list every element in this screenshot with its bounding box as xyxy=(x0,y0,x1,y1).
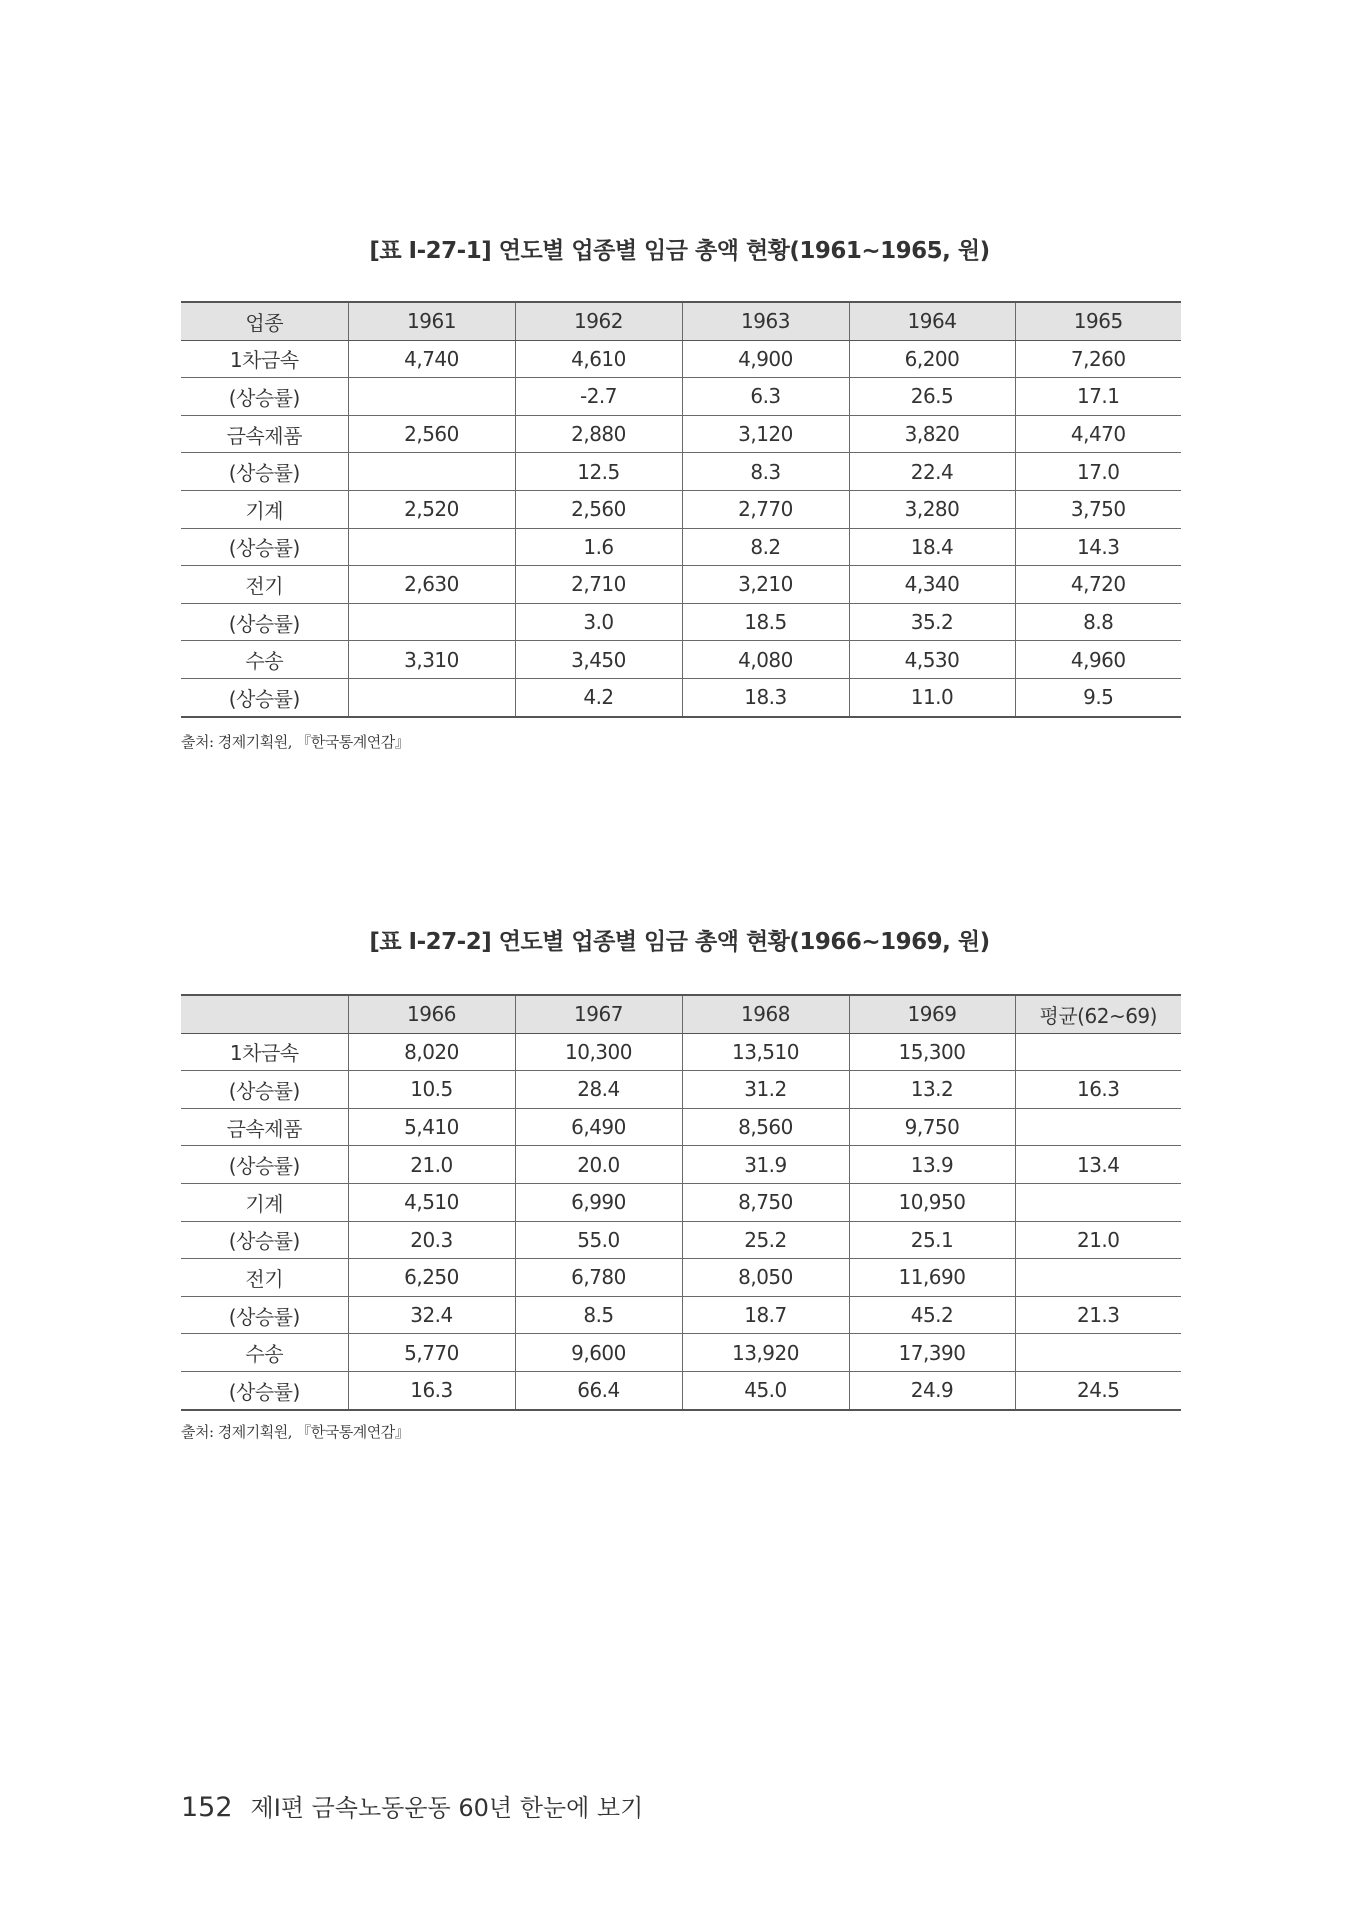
table-row xyxy=(181,1259,1181,1297)
column-header xyxy=(181,995,348,1033)
table-cell: 8.2 xyxy=(682,528,849,566)
table-cell: 11,690 xyxy=(849,1259,1015,1297)
table-cell xyxy=(1015,1033,1181,1071)
column-header: 1961 xyxy=(348,302,515,340)
table-cell xyxy=(348,378,515,416)
column-header: 1964 xyxy=(849,302,1015,340)
row-label-cell: 전기 xyxy=(181,566,348,604)
table-row xyxy=(181,490,1181,528)
table1-title: [표 Ⅰ-27-1] 연도별 업종별 임금 총액 현황(1961~1965, 원) xyxy=(369,238,990,264)
wage-table-1961-1965 xyxy=(181,301,1181,718)
table-cell: 6,250 xyxy=(348,1259,515,1297)
table-cell: 45.2 xyxy=(849,1296,1015,1334)
page-number: 152 xyxy=(181,1792,233,1823)
table-cell: 1.6 xyxy=(515,528,682,566)
table-row xyxy=(181,528,1181,566)
table-cell: 3,750 xyxy=(1015,490,1181,528)
table-cell: 17.0 xyxy=(1015,453,1181,491)
table-cell: 31.9 xyxy=(682,1146,849,1184)
table-cell: 21.0 xyxy=(1015,1221,1181,1259)
table-row xyxy=(181,641,1181,679)
table-row xyxy=(181,453,1181,491)
table-cell: 20.0 xyxy=(515,1146,682,1184)
table-row xyxy=(181,340,1181,378)
table-cell: 2,560 xyxy=(348,415,515,453)
table-cell: 2,770 xyxy=(682,490,849,528)
table-row xyxy=(181,378,1181,416)
table-cell: 18.4 xyxy=(849,528,1015,566)
column-header: 1963 xyxy=(682,302,849,340)
table-row xyxy=(181,566,1181,604)
table-cell: 25.1 xyxy=(849,1221,1015,1259)
table-header-row xyxy=(181,995,1181,1033)
table-cell: 9.5 xyxy=(1015,678,1181,716)
table-row xyxy=(181,1033,1181,1071)
table-cell: 2,710 xyxy=(515,566,682,604)
table-cell: 8,020 xyxy=(348,1033,515,1071)
table-cell: 16.3 xyxy=(348,1371,515,1409)
table-cell: 28.4 xyxy=(515,1071,682,1109)
table-cell: 3,450 xyxy=(515,641,682,679)
column-header: 1967 xyxy=(515,995,682,1033)
row-label-cell: (상승률) xyxy=(181,1221,348,1259)
table-cell: 8.5 xyxy=(515,1296,682,1334)
table-cell: 4,740 xyxy=(348,340,515,378)
table-header-row xyxy=(181,302,1181,340)
table-cell: 4,960 xyxy=(1015,641,1181,679)
table-cell: 4,900 xyxy=(682,340,849,378)
row-label-cell: 금속제품 xyxy=(181,415,348,453)
table-cell: 2,630 xyxy=(348,566,515,604)
table-cell: 4,470 xyxy=(1015,415,1181,453)
table-cell: 45.0 xyxy=(682,1371,849,1409)
table-cell: 6,990 xyxy=(515,1183,682,1221)
table-cell: 66.4 xyxy=(515,1371,682,1409)
table-cell: 4.2 xyxy=(515,678,682,716)
table-cell: 13,510 xyxy=(682,1033,849,1071)
table-cell: 7,260 xyxy=(1015,340,1181,378)
table-cell: 6,780 xyxy=(515,1259,682,1297)
row-label-cell: (상승률) xyxy=(181,1146,348,1184)
row-label-cell: 기계 xyxy=(181,1183,348,1221)
table-cell: 4,610 xyxy=(515,340,682,378)
table-cell: 21.0 xyxy=(348,1146,515,1184)
table-cell: 8,050 xyxy=(682,1259,849,1297)
table-cell xyxy=(1015,1259,1181,1297)
row-label-cell: 전기 xyxy=(181,1259,348,1297)
table-cell: 4,510 xyxy=(348,1183,515,1221)
table-cell: 20.3 xyxy=(348,1221,515,1259)
table-cell: 2,520 xyxy=(348,490,515,528)
row-label-cell: (상승률) xyxy=(181,1296,348,1334)
table-cell: 8,750 xyxy=(682,1183,849,1221)
table-cell: 10,950 xyxy=(849,1183,1015,1221)
table-row xyxy=(181,1146,1181,1184)
table-cell: 4,080 xyxy=(682,641,849,679)
column-header: 업종 xyxy=(181,302,348,340)
table-cell: 13.2 xyxy=(849,1071,1015,1109)
table-cell: 17.1 xyxy=(1015,378,1181,416)
row-label-cell: (상승률) xyxy=(181,678,348,716)
table2-title: [표 Ⅰ-27-2] 연도별 업종별 임금 총액 현황(1966~1969, 원) xyxy=(369,929,990,955)
table-cell xyxy=(348,453,515,491)
table-row xyxy=(181,603,1181,641)
table-cell: 13.9 xyxy=(849,1146,1015,1184)
table-cell xyxy=(1015,1108,1181,1146)
table-cell: 5,770 xyxy=(348,1334,515,1372)
table-cell xyxy=(348,528,515,566)
row-label-cell: (상승률) xyxy=(181,1071,348,1109)
table-cell: 18.7 xyxy=(682,1296,849,1334)
table-cell: 26.5 xyxy=(849,378,1015,416)
table-row xyxy=(181,1183,1181,1221)
column-header: 1965 xyxy=(1015,302,1181,340)
row-label-cell: (상승률) xyxy=(181,378,348,416)
table-cell: 32.4 xyxy=(348,1296,515,1334)
table-cell: 2,560 xyxy=(515,490,682,528)
row-label-cell: (상승률) xyxy=(181,453,348,491)
row-label-cell: (상승률) xyxy=(181,1371,348,1409)
row-label-cell: 1차금속 xyxy=(181,1033,348,1071)
table1-source: 출처: 경제기획원, 『한국통계연감』 xyxy=(181,733,410,751)
column-header: 1968 xyxy=(682,995,849,1033)
table-cell: 3.0 xyxy=(515,603,682,641)
table-cell: 31.2 xyxy=(682,1071,849,1109)
table-cell: 13.4 xyxy=(1015,1146,1181,1184)
table-cell: 10.5 xyxy=(348,1071,515,1109)
row-label-cell: (상승률) xyxy=(181,528,348,566)
table-cell: 3,280 xyxy=(849,490,1015,528)
table-cell xyxy=(348,603,515,641)
row-label-cell: 기계 xyxy=(181,490,348,528)
row-label-cell: (상승률) xyxy=(181,603,348,641)
table-cell: 8.3 xyxy=(682,453,849,491)
row-label-cell: 수송 xyxy=(181,1334,348,1372)
table-cell: 55.0 xyxy=(515,1221,682,1259)
table-cell: 3,820 xyxy=(849,415,1015,453)
table-row xyxy=(181,1071,1181,1109)
table-cell: 15,300 xyxy=(849,1033,1015,1071)
table-cell: 35.2 xyxy=(849,603,1015,641)
table-row xyxy=(181,1108,1181,1146)
table-cell: 3,210 xyxy=(682,566,849,604)
table-row xyxy=(181,1334,1181,1372)
table-cell: 5,410 xyxy=(348,1108,515,1146)
table-cell: 12.5 xyxy=(515,453,682,491)
table-cell: 10,300 xyxy=(515,1033,682,1071)
table-cell: 13,920 xyxy=(682,1334,849,1372)
column-header: 1969 xyxy=(849,995,1015,1033)
table-cell: 3,120 xyxy=(682,415,849,453)
table-row xyxy=(181,1221,1181,1259)
wage-table-1966-1969 xyxy=(181,994,1181,1411)
table-cell: 24.5 xyxy=(1015,1371,1181,1409)
table-cell: 16.3 xyxy=(1015,1071,1181,1109)
table-cell: -2.7 xyxy=(515,378,682,416)
table-cell: 25.2 xyxy=(682,1221,849,1259)
table-cell: 21.3 xyxy=(1015,1296,1181,1334)
table-cell: 14.3 xyxy=(1015,528,1181,566)
column-header: 1966 xyxy=(348,995,515,1033)
row-label-cell: 1차금속 xyxy=(181,340,348,378)
table-cell: 4,720 xyxy=(1015,566,1181,604)
table-cell: 3,310 xyxy=(348,641,515,679)
table-row xyxy=(181,415,1181,453)
page-footer xyxy=(181,1788,643,1823)
running-title: 제Ⅰ편 금속노동운동 60년 한눈에 보기 xyxy=(250,1794,644,1822)
table-cell: 18.3 xyxy=(682,678,849,716)
table-cell xyxy=(1015,1183,1181,1221)
table-cell: 17,390 xyxy=(849,1334,1015,1372)
table-cell xyxy=(1015,1334,1181,1372)
table2-source: 출처: 경제기획원, 『한국통계연감』 xyxy=(181,1423,410,1441)
table-cell: 6,490 xyxy=(515,1108,682,1146)
table-row xyxy=(181,1371,1181,1409)
table-cell: 24.9 xyxy=(849,1371,1015,1409)
row-label-cell: 수송 xyxy=(181,641,348,679)
table-cell: 11.0 xyxy=(849,678,1015,716)
column-header: 평균(62~69) xyxy=(1015,995,1181,1033)
row-label-cell: 금속제품 xyxy=(181,1108,348,1146)
table-cell: 9,750 xyxy=(849,1108,1015,1146)
table-cell: 2,880 xyxy=(515,415,682,453)
table-cell: 6.3 xyxy=(682,378,849,416)
table-cell: 22.4 xyxy=(849,453,1015,491)
table-cell: 4,530 xyxy=(849,641,1015,679)
column-header: 1962 xyxy=(515,302,682,340)
table-row xyxy=(181,678,1181,716)
table-cell: 9,600 xyxy=(515,1334,682,1372)
table-cell xyxy=(348,678,515,716)
table-cell: 8.8 xyxy=(1015,603,1181,641)
table-cell: 6,200 xyxy=(849,340,1015,378)
table-cell: 8,560 xyxy=(682,1108,849,1146)
table-cell: 18.5 xyxy=(682,603,849,641)
table-row xyxy=(181,1296,1181,1334)
table-cell: 4,340 xyxy=(849,566,1015,604)
